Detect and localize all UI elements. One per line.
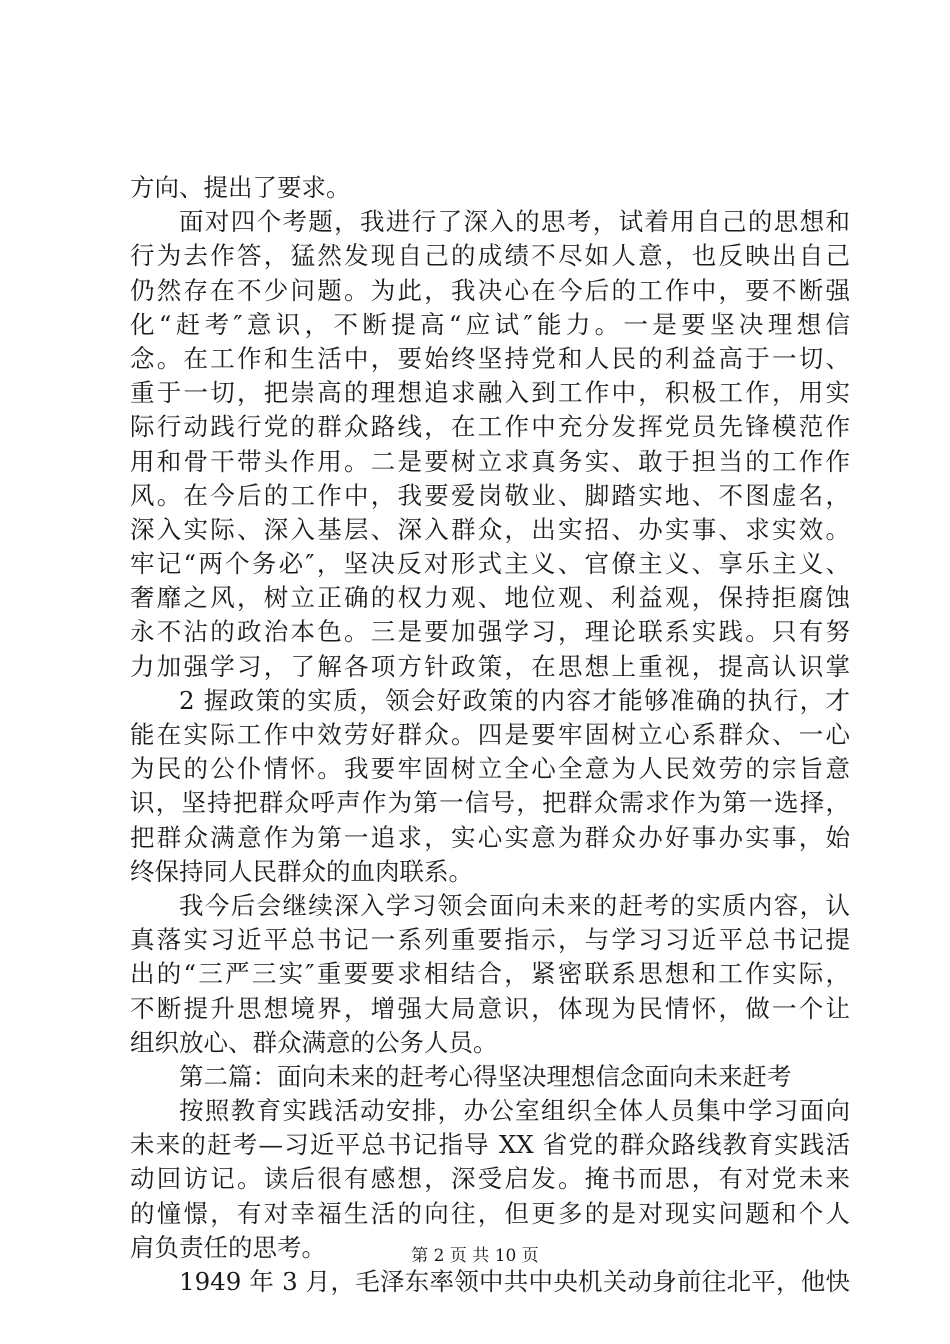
text-line: 的憧憬，有对幸福生活的向往，但更多的是对现实问题和个人: [130, 1198, 850, 1228]
text-line: 组织放心、群众满意的公务人员。: [130, 1027, 498, 1057]
body-text: [130, 171, 850, 1299]
text-line: 仍然存在不少问题。为此，我决心在今后的工作中，要不断强: [130, 275, 850, 305]
text-line: 真落实习近平总书记一系列重要指示，与学习习近平总书记提: [130, 925, 850, 955]
text-line: 第二篇：面向未来的赶考心得坚决理想信念面向未来赶考: [179, 1061, 792, 1091]
text-line: 永不沾的政治本色。三是要加强学习，理论联系实践。只有努: [130, 617, 850, 647]
text-line: 化“赶考″意识，不断提高“应试″能力。一是要坚决理想信: [130, 309, 850, 339]
text-line: 牢记“两个务必″，坚决反对形式主义、官僚主义、享乐主义、: [130, 549, 850, 579]
text-line: 把群众满意作为第一追求，实心实意为群众办好事办实事，始: [130, 822, 850, 852]
text-line: 行为去作答，猛然发现自己的成绩不尽如人意，也反映出自己: [130, 241, 850, 271]
text-line: 面对四个考题，我进行了深入的思考，试着用自己的思想和: [179, 207, 850, 237]
text-line: 风。在今后的工作中，我要爱岗敬业、脚踏实地、不图虚名，: [130, 480, 850, 510]
text-line: 奢靡之风，树立正确的权力观、地位观、利益观，保持拒腐蚀: [130, 583, 850, 613]
text-line: 力加强学习，了解各项方针政策，在思想上重视，提高认识掌: [130, 651, 850, 681]
text-line: 念。在工作和生活中，要始终坚持党和人民的利益高于一切、: [130, 343, 850, 373]
text-line: 识，坚持把群众呼声作为第一信号，把群众需求作为第一选择，: [130, 788, 850, 818]
text-line: 不断提升思想境界，增强大局意识，体现为民情怀，做一个让: [130, 993, 850, 1023]
text-line: 我今后会继续深入学习领会面向未来的赶考的实质内容，认: [179, 890, 850, 920]
text-line: 重于一切，把崇高的理想追求融入到工作中，积极工作，用实: [130, 378, 850, 408]
text-line: 按照教育实践活动安排，办公室组织全体人员集中学习面向: [179, 1096, 850, 1126]
text-line: 为民的公仆情怀。我要牢固树立全心全意为人民效劳的宗旨意: [130, 754, 850, 784]
text-line: 出的“三严三实″重要要求相结合，紧密联系思想和工作实际，: [130, 959, 850, 989]
text-line: 深入实际、深入基层、深入群众，出实招、办实事、求实效。: [130, 514, 850, 544]
text-line: 用和骨干带头作用。二是要树立求真务实、敢于担当的工作作: [130, 446, 850, 476]
text-line: 未来的赶考—习近平总书记指导 XX 省党的群众路线教育实践活: [130, 1130, 850, 1160]
text-line: 终保持同人民群众的血肉联系。: [130, 856, 473, 886]
text-line: 肩负责任的思考。: [130, 1232, 326, 1262]
text-line: 动回访记。读后很有感想，深受启发。掩书而思，有对党未来: [130, 1164, 850, 1194]
text-line: 方向、提出了要求。: [130, 173, 351, 202]
text-line: 际行动践行党的群众路线，在工作中充分发挥党员先锋模范作: [130, 412, 850, 442]
text-line: 2 握政策的实质，领会好政策的内容才能够准确的执行，才: [179, 685, 850, 715]
page-footer: 第 2 页 共 10 页: [411, 1246, 539, 1266]
text-line: 能在实际工作中效劳好群众。四是要牢固树立心系群众、一心: [130, 720, 850, 749]
text-line: 1949 年 3 月，毛泽东率领中共中央机关动身前往北平，他快: [179, 1267, 850, 1296]
